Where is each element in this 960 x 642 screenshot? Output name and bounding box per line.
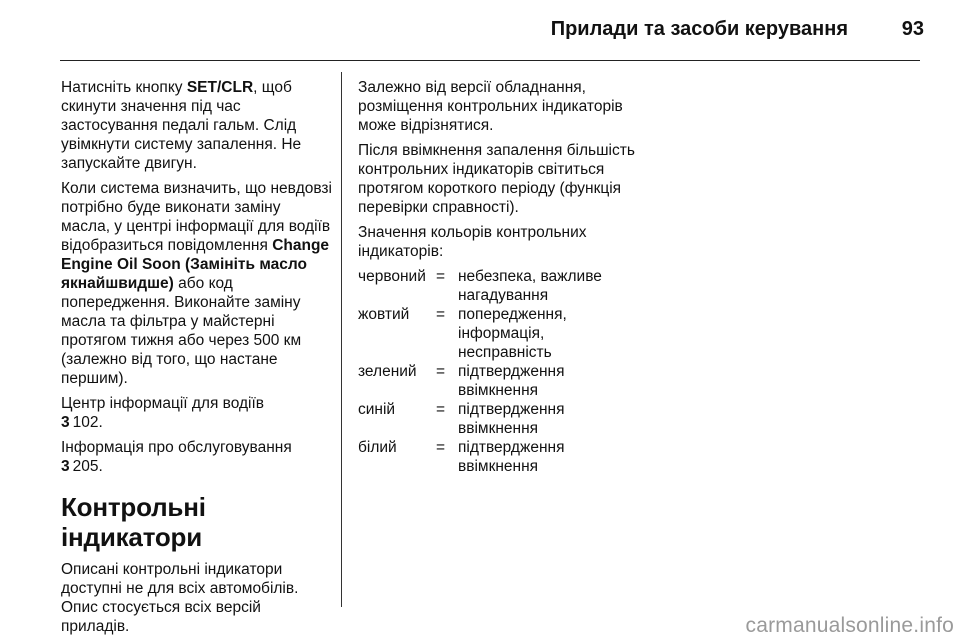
watermark-text: carmanualsonline.info <box>745 614 954 637</box>
paragraph-colors-intro: Значення кольорів контрольних індикаторів: <box>358 224 587 260</box>
color-name: білий <box>358 439 397 456</box>
paragraph-service-reference: Інформація про обслуговування 3 205. <box>61 439 292 475</box>
paragraph-ignition-check: Після ввімкнення запалення більшість контрольних індикаторів світиться протягом короткого періоду (функція перевірки справності). <box>358 142 635 216</box>
color-meaning: підтвердження ввімкнення <box>458 401 565 437</box>
color-row-white <box>358 438 638 476</box>
color-name: синій <box>358 401 396 418</box>
color-meaning: попередження, інформація, несправність <box>458 306 567 361</box>
color-name: жовтий <box>358 306 410 323</box>
paragraph-dic-reference: Центр інформації для водіїв 3 102. <box>61 395 265 431</box>
equals-sign: = <box>436 401 446 418</box>
page-reference-icon: 3 <box>61 458 70 475</box>
header-rule <box>60 60 920 61</box>
color-row-yellow <box>358 305 638 362</box>
color-row-red <box>358 267 638 305</box>
paragraph-oil-message: Коли система визначить, що невдовзі потрібно буде виконати заміну масла, у центрі інформації для водіїв відобразиться повідомлення Change Engine Oil Soon (Замініть масло якнайшвидше) або код попередження. Виконайте заміну масла та фільтра у майстерні протягом тижня або через 500 км (залежно від того, що настане першим). <box>61 180 332 387</box>
color-meaning: підтвердження ввімкнення <box>458 363 565 399</box>
equals-sign: = <box>436 439 446 456</box>
page-reference-icon: 3 <box>61 414 70 431</box>
color-name: зелений <box>358 363 417 380</box>
page-header-title: Прилади та засоби керування <box>550 18 848 40</box>
left-column <box>61 78 333 642</box>
page-number: 93 <box>901 18 924 40</box>
paragraph-reset: Натисніть кнопку SET/CLR, щоб скинути значення під час застосування педалі гальм. Слід увімкнути систему запалення. Не запускайте двигун. <box>61 79 302 172</box>
message-text: Change Engine Oil Soon (Замініть масло якнайшвидше) <box>61 237 330 292</box>
equals-sign: = <box>436 268 446 285</box>
section-heading: Контрольні індикатори <box>61 492 206 552</box>
paragraph-indicators-note: Описані контрольні індикатори доступні не для всіх автомобілів. Опис стосується всіх версій приладів. <box>61 561 299 635</box>
paragraph-equipment-note: Залежно від версії обладнання, розміщення контрольних індикаторів може відрізнятися. <box>358 79 623 134</box>
button-name: SET/CLR <box>186 79 254 96</box>
page-reference-link[interactable]: 205. <box>72 458 103 475</box>
equals-sign: = <box>436 306 446 323</box>
column-divider <box>341 72 342 607</box>
color-row-green <box>358 362 638 400</box>
color-meaning: підтвердження ввімкнення <box>458 439 565 475</box>
right-column <box>358 78 638 476</box>
color-meaning: небезпека, важливе нагадування <box>458 268 602 304</box>
color-row-blue <box>358 400 638 438</box>
color-name: червоний <box>358 268 426 285</box>
page-reference-link[interactable]: 102. <box>72 414 103 431</box>
equals-sign: = <box>436 363 446 380</box>
color-meaning-table <box>358 267 638 476</box>
